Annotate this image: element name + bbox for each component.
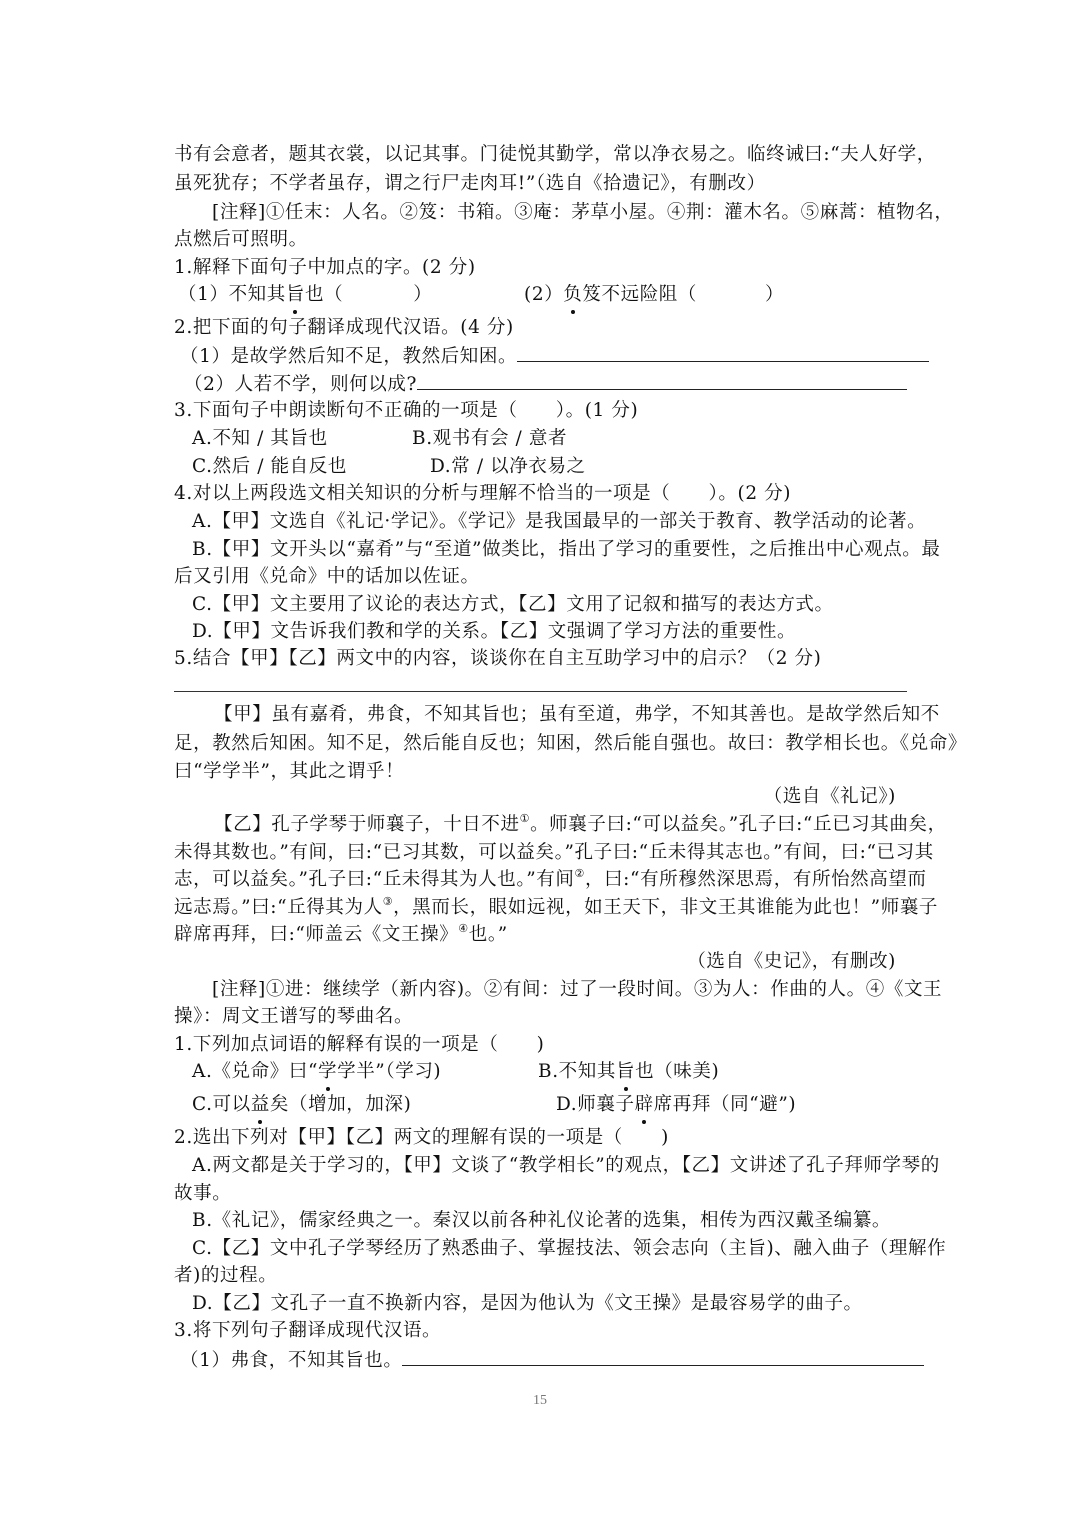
text-line: 书有会意者，题其衣裳，以记其事。门徒悦其勤学，常以净衣易之。临终诫曰:“夫人好学， bbox=[174, 144, 936, 165]
passage-yi-line bbox=[174, 895, 938, 921]
option-text: 也（味美) bbox=[635, 1061, 720, 1082]
footnote-mark: ② bbox=[574, 867, 585, 880]
answer-blank[interactable] bbox=[417, 371, 907, 390]
passage-jia-line: 足，教然后知困。知不足，然后能自反也；知困，然后能自强也。故曰：教学相长也。《兑命》 bbox=[174, 733, 967, 754]
answer-blank[interactable] bbox=[517, 343, 929, 362]
question-1b bbox=[524, 282, 784, 308]
option-d bbox=[556, 1092, 796, 1118]
q2b-text: （2）人若不学，则何以成? bbox=[184, 374, 417, 395]
option-text: 学半”（学习) bbox=[337, 1061, 442, 1082]
q1b-text: 笈不远险阻（ bbox=[582, 284, 698, 305]
question-p3: 3.将下列句子翻译成现代汉语。 bbox=[174, 1320, 442, 1341]
page-number: 15 bbox=[533, 1393, 547, 1408]
option-b: B.《礼记》，儒家经典之一。秦汉以前各种礼仪论著的选集，相传为西汉戴圣编纂。 bbox=[192, 1210, 892, 1231]
passage-text: ，黑而长，眼如远视，如王天下，非文王其谁能为此也！”师襄子 bbox=[393, 897, 939, 918]
p3a-text: （1）弗食，不知其旨也。 bbox=[180, 1350, 403, 1371]
question-5: 5.结合【甲】【乙】两文中的内容，谈谈你在自主互助学习中的启示？（2 分) bbox=[174, 648, 822, 669]
passage-text: 远志焉。”曰:“丘得其为人 bbox=[174, 897, 383, 918]
passage-yi-line: 未得其数也。”有间，曰:“已习其数，可以益矣。”孔子曰:“丘未得其志也。”有间，曰:“已习其 bbox=[174, 842, 934, 863]
question-3: 3.下面句子中朗读断句不正确的一项是（ ）。(1 分) bbox=[174, 400, 639, 421]
question-p3a bbox=[180, 1347, 924, 1374]
dotted-char: 辟 bbox=[635, 1092, 654, 1118]
option-text: B.不知其 bbox=[538, 1061, 616, 1082]
source-citation: （选自《史记》，有删改) bbox=[687, 951, 896, 972]
option-text: A.《兑命》曰“ bbox=[192, 1061, 318, 1082]
option-a: A.【甲】文选自《礼记·学记》。《学记》是我国最早的一部关于教育、教学活动的论著。 bbox=[192, 511, 927, 532]
dotted-char: 旨 bbox=[616, 1059, 635, 1085]
option-text: 席再拜（同“避”) bbox=[653, 1094, 797, 1115]
passage-text: 也。” bbox=[468, 924, 508, 945]
passage-yi-line bbox=[174, 867, 927, 893]
passage-text: 。师襄子曰:“可以益矣。”孔子曰:“丘已习其曲矣， bbox=[530, 814, 947, 835]
q2a-text: （1）是故学然后知不足，教然后知困。 bbox=[180, 346, 518, 367]
option-text: D.师襄子 bbox=[556, 1094, 635, 1115]
option-a-cont: 故事。 bbox=[174, 1183, 232, 1204]
option-c-cont: 者)的过程。 bbox=[174, 1265, 278, 1286]
option-b: B.观书有会 / 意者 bbox=[412, 428, 568, 449]
passage-jia-line: 曰“学学半”，其此之谓乎！ bbox=[174, 761, 405, 782]
option-d: D.【甲】文告诉我们教和学的关系。【乙】文强调了学习方法的重要性。 bbox=[192, 621, 797, 642]
option-d: D.常 / 以净衣易之 bbox=[430, 456, 586, 477]
passage-text: ，曰:“有所穆然深思焉，有所怡然高望而 bbox=[584, 869, 927, 890]
passage-jia-line: 【甲】虽有嘉肴，弗食，不知其旨也；虽有至道，弗学，不知其善也。是故学然后知不 bbox=[214, 704, 940, 725]
answer-line[interactable] bbox=[174, 691, 907, 692]
q1b-text: ） bbox=[765, 284, 785, 305]
option-text: 矣（增加，加深) bbox=[269, 1094, 412, 1115]
q1b-text: (2） bbox=[524, 284, 564, 305]
footnote-mark: ③ bbox=[382, 895, 394, 908]
dotted-char: 负 bbox=[563, 282, 582, 308]
dotted-char: 学 bbox=[318, 1059, 337, 1085]
option-d: D.【乙】文孔子一直不换新内容，是因为他认为《文王操》是最容易学的曲子。 bbox=[192, 1293, 863, 1314]
option-a bbox=[192, 1059, 441, 1085]
q1a-text: （1）不知其 bbox=[178, 284, 286, 305]
question-p1: 1.下列加点词语的解释有误的一项是（ ) bbox=[174, 1034, 545, 1055]
option-c bbox=[192, 1092, 411, 1118]
annotation-line: 点燃后可照明。 bbox=[174, 229, 308, 250]
option-a: A.两文都是关于学习的，【甲】文谈了“教学相长”的观点，【乙】文讲述了孔子拜师学琴的 bbox=[192, 1155, 940, 1176]
passage-text: 志，可以益矣。”孔子曰:“丘未得其为人也。”有间 bbox=[174, 869, 575, 890]
passage-yi-line bbox=[214, 812, 947, 838]
option-b bbox=[538, 1059, 719, 1085]
q1a-text: ） bbox=[413, 284, 433, 305]
text-line: 虽死犹存；不学者虽存，谓之行尸走肉耳!”（选自《拾遗记》，有删改） bbox=[174, 173, 766, 194]
annotation-line: [注释]①任末：人名。②笈：书箱。③庵：茅草小屋。④荆：灌木名。⑤麻蒿：植物名， bbox=[212, 202, 954, 223]
option-a: A.不知 / 其旨也 bbox=[192, 428, 328, 449]
footnote-mark: ④ bbox=[458, 922, 469, 935]
option-c: C.然后 / 能自反也 bbox=[192, 456, 347, 477]
option-b-cont: 后又引用《兑命》中的话加以佐证。 bbox=[174, 566, 480, 587]
passage-text: 【乙】孔子学琴于师襄子，十日不进 bbox=[214, 814, 520, 835]
annotation-line: [注释]①进：继续学（新内容)。②有间：过了一段时间。③为人：作曲的人。④《文王 bbox=[212, 979, 943, 1000]
option-text: C.可以 bbox=[192, 1094, 251, 1115]
passage-text: 辟席再拜，曰:“师盖云《文王操》 bbox=[174, 924, 459, 945]
question-p2: 2.选出下列对【甲】【乙】两文的理解有误的一项是（ ) bbox=[174, 1127, 669, 1148]
question-2b bbox=[184, 371, 907, 398]
source-citation: （选自《礼记》) bbox=[763, 786, 896, 807]
question-4: 4.对以上两段选文相关知识的分析与理解不恰当的一项是（ ）。(2 分) bbox=[174, 483, 792, 504]
question-1: 1.解释下面句子中加点的字。(2 分) bbox=[174, 257, 476, 278]
question-2a bbox=[180, 343, 929, 370]
dotted-char: 益 bbox=[251, 1092, 270, 1118]
passage-yi-line bbox=[174, 922, 508, 948]
option-c: C.【乙】文中孔子学琴经历了熟悉曲子、掌握技法、领会志向（主旨)、融入曲子（理解作 bbox=[192, 1238, 947, 1259]
dotted-char: 旨 bbox=[286, 282, 305, 308]
answer-blank[interactable] bbox=[402, 1347, 924, 1366]
option-b: B.【甲】文开头以“嘉肴”与“至道”做类比，指出了学习的重要性，之后推出中心观点。最 bbox=[192, 539, 941, 560]
annotation-line: 操》：周文王谱写的琴曲名。 bbox=[174, 1006, 414, 1027]
question-2: 2.把下面的句子翻译成现代汉语。(4 分) bbox=[174, 317, 514, 338]
q1a-text: 也（ bbox=[304, 284, 344, 305]
footnote-mark: ① bbox=[519, 812, 531, 825]
question-1a bbox=[178, 282, 432, 308]
option-c: C.【甲】文主要用了议论的表达方式，【乙】文用了记叙和描写的表达方式。 bbox=[192, 594, 834, 615]
